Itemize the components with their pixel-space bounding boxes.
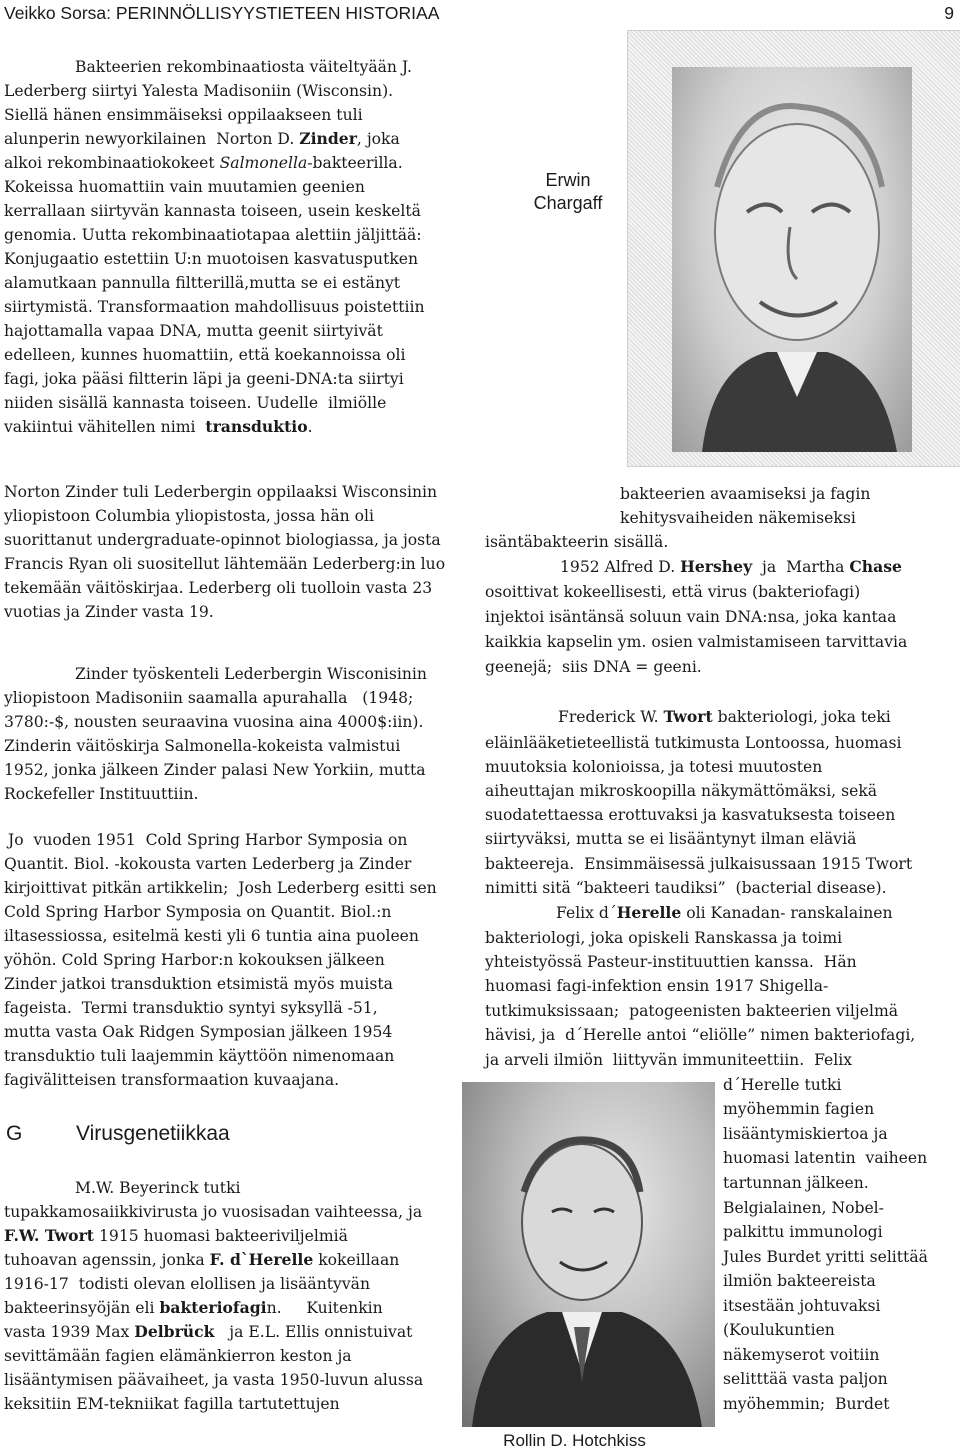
text-line: selitttää vasta paljon — [723, 1370, 888, 1388]
text-line: F.W. Twort 1915 huomasi bakteeriviljelmiä — [4, 1226, 348, 1245]
text-line: vasta 1939 Max Delbrück ja E.L. Ellis onnistuivat — [4, 1322, 413, 1341]
text-line: 1952, jonka jälkeen Zinder palasi New Yorkiin, mutta — [4, 761, 426, 779]
text-line: M.W. Beyerinck tutki — [75, 1179, 241, 1197]
text-line: Rockefeller Instituuttiin. — [4, 785, 199, 803]
text-line: Quantit. Biol. -kokousta varten Lederberg ja Zinder — [4, 855, 412, 873]
text-line: ja arveli ilmiön liittyvän immuniteettiin. Felix — [485, 1051, 853, 1069]
text-line: alkoi rekombinaatiokokeet Salmonella-bakteerilla. — [4, 154, 403, 172]
text-line: kirjoittivat pitkän artikkelin; Josh Lederberg esitti sen — [4, 879, 437, 897]
text-line: ilmiön bakteereista — [723, 1272, 876, 1290]
text-line: muutoksia kolonioissa, ja totesi muutosten — [485, 758, 823, 776]
text-line: bakteriologi, joka opiskeli Ranskassa ja toimi — [485, 929, 843, 947]
text-line: Francis Ryan oli suositellut lähtemään Lederberg:in luo — [4, 555, 446, 573]
text-line: 3780:-$, nousten seuraavina vuosina aina 4000$:iin). — [4, 713, 424, 731]
text-line: geenejä; siis DNA = geeni. — [485, 658, 702, 676]
name-herelle: Herelle — [616, 903, 682, 922]
text-line: alamutkaan pannulla filtterillä,mutta se ei estänyt — [4, 274, 401, 292]
text-line: yhteistyössä Pasteur-instituuttien kanssa. Hän — [485, 953, 857, 971]
text-line: Siellä hänen ensimmäiseksi oppilaakseen tuli — [4, 106, 363, 124]
text-line: niiden sisällä kannasta toiseen. Uudelle ilmiölle — [4, 394, 387, 412]
chargaff-photo-frame — [627, 30, 960, 467]
text-line: Konjugaatio estettiin U:n muotoisen kasvatusputken — [4, 250, 419, 268]
text-line: siirtymistä. Transformaation mahdollisuus poistettiin — [4, 298, 425, 316]
text-line: kehitysvaiheiden näkemiseksi — [620, 509, 856, 527]
text-line: bakteereja. Ensimmäisessä julkaisussaan 1915 Twort — [485, 855, 913, 873]
hotchkiss-portrait-drawing — [462, 1082, 715, 1427]
text-line: bakteerinsyöjän eli bakteriofagin. Kuitenkin — [4, 1298, 383, 1317]
text-line: Zinder työskenteli Lederbergin Wisconisinin — [75, 665, 427, 683]
text-line: Bakteerien rekombinaatiosta väiteltyään J. — [75, 58, 412, 76]
term-bakteriofagi: bakteriofagi — [159, 1298, 267, 1317]
text-line: fagi, joka pääsi filtterin läpi ja geeni-DNA:ta siirtyi — [4, 370, 404, 388]
text-line: fagivälitteisen transformaation kuvaajana. — [4, 1071, 340, 1089]
text-line: suodatettaessa erottuvaksi ja kasvatuksesta toiseen — [485, 806, 896, 824]
text-line: Zinder jatkoi transduktion etsimistä myös muista — [4, 975, 393, 993]
text-line: Jo vuoden 1951 Cold Spring Harbor Symposia on — [8, 831, 408, 849]
text-line: lisääntymiskiertoa ja — [723, 1125, 888, 1143]
hotchkiss-caption: Rollin D. Hotchkiss — [503, 1431, 646, 1450]
chargaff-caption-first: Erwin — [545, 170, 591, 190]
text-line: kerrallaan siirtyvän kannasta toiseen, usein keskeltä — [4, 202, 421, 220]
name-twort-2: Twort — [663, 707, 713, 726]
text-line: tutkimuksissaan; patogeenisten bakteerien viljelmä — [485, 1002, 899, 1020]
chargaff-portrait — [672, 67, 912, 452]
text-line: mutta vasta Oak Ridgen Symposian jälkeen 1954 — [4, 1023, 393, 1041]
text-line: yöhön. Cold Spring Harbor:n kokouksen jälkeen — [4, 951, 385, 969]
text-line: (Koulukuntien — [723, 1321, 835, 1339]
text-line: näkemyserot voitiin — [723, 1346, 880, 1364]
text-line: myöhemmin fagien — [723, 1100, 875, 1118]
text-line: vuotias ja Zinder vasta 19. — [4, 603, 214, 621]
name-twort: F.W. Twort — [4, 1226, 95, 1245]
text-line: Norton Zinder tuli Lederbergin oppilaaksi Wisconsinin — [4, 483, 438, 501]
text-line: Zinderin väitöskirja Salmonella-kokeista valmistui — [4, 737, 401, 755]
text-line: injektoi isäntänsä soluun vain DNA:nsa, joka kantaa — [485, 608, 897, 626]
name-delbruck: Delbrück — [134, 1322, 215, 1341]
text-line: Kokeissa huomattiin vain muutamien geenien — [4, 178, 365, 196]
text-line: alunperin newyorkilainen Norton D. Zinder, joka — [4, 129, 400, 148]
text-line: tartunnan jälkeen. — [723, 1174, 869, 1192]
text-line: palkittu immunologi — [723, 1223, 883, 1241]
name-zinder: Zinder — [299, 129, 357, 148]
text-line: Cold Spring Harbor Symposia on Quantit. Biol.:n — [4, 903, 392, 921]
text-line: myöhemmin; Burdet — [723, 1395, 890, 1413]
name-dherelle: F. d`Herelle — [209, 1250, 314, 1269]
text-line: yliopistoon Columbia yliopistosta, jossa hän oli — [4, 507, 375, 525]
text-line: lisääntymisen päävaiheet, ja vasta 1950-luvun alussa — [4, 1371, 424, 1389]
text-line: siirtyväksi, mutta se ei lisääntynyt ilman eläviä — [485, 830, 857, 848]
name-hershey: Hershey — [680, 557, 753, 576]
text-line: aiheuttajan mikroskoopilla näkymättömäksi, sekä — [485, 782, 878, 800]
text-line: sevittämään fagien elämänkierron keston ja — [4, 1347, 352, 1365]
text-line: fageista. Termi transduktio syntyi syksyllä -51, — [4, 999, 378, 1017]
text-line: suorittanut undergraduate-opinnot biologiassa, ja josta — [4, 531, 441, 549]
chargaff-portrait-drawing — [672, 67, 912, 452]
text-line: Belgialainen, Nobel- — [723, 1199, 884, 1217]
section-title: Virusgenetiikkaa — [76, 1122, 230, 1145]
text-line: vakiintui vähitellen nimi transduktio. — [4, 417, 313, 436]
term-transduktio: transduktio — [205, 417, 308, 436]
section-letter: G — [6, 1122, 23, 1145]
text-line: hajottamalla vapaa DNA, mutta geenit siirtyivät — [4, 322, 383, 340]
text-line: Jules Burdet yritti selittää — [723, 1248, 928, 1266]
text-line: Lederberg siirtyi Yalesta Madisoniin (Wisconsin). — [4, 82, 394, 100]
text-line: tekemään väitöskirjaa. Lederberg oli tuolloin vasta 23 — [4, 579, 433, 597]
text-line: 1952 Alfred D. Hershey ja Martha Chase — [560, 557, 902, 576]
term-salmonella: Salmonella — [219, 154, 308, 172]
text-line: eläinlääketieteellistä tutkimusta Lontoossa, huomasi — [485, 734, 902, 752]
text-line: iltasessiossa, esitelmä kesti yli 6 tuntia aina puoleen — [4, 927, 419, 945]
text-line: genomia. Uutta rekombinaatiotapaa alettiin jäljittää: — [4, 226, 422, 244]
text-line: Felix d´Herelle oli Kanadan- ranskalainen — [556, 903, 893, 922]
text-line: nimitti sitä “bakteeri taudiksi” (bacterial disease). — [485, 879, 887, 897]
text-line: tupakkamosaiikkivirusta jo vuosisadan vaihteessa, ja — [4, 1203, 423, 1221]
text-line: osoittivat kokeellisesti, että virus (bakteriofagi) — [485, 583, 861, 601]
text-line: yliopistoon Madisoniin saamalla apurahalla (1948; — [4, 689, 414, 707]
text-line: 1916-17 todisti olevan elollisen ja lisääntyvän — [4, 1275, 370, 1293]
name-chase: Chase — [849, 557, 902, 576]
text-line: keksitiin EM-tekniikat fagilla tartutettujen — [4, 1395, 340, 1413]
text-line: huomasi fagi-infektion ensin 1917 Shigella- — [485, 977, 829, 995]
text-line: kaikkia kapselin ym. osien valmistamiseen tarvittavia — [485, 633, 908, 651]
text-line: transduktio tuli laajemmin käyttöön nimenomaan — [4, 1047, 395, 1065]
text-line: huomasi latentin vaiheen — [723, 1149, 928, 1167]
text-line: hävisi, ja d´Herelle antoi “eliölle” nimen bakteriofagi, — [485, 1026, 916, 1044]
page-header — [4, 3, 954, 29]
hotchkiss-portrait — [462, 1082, 715, 1427]
text-line: isäntäbakteerin sisällä. — [485, 533, 669, 551]
text-line: edelleen, kunnes huomattiin, että koekannoissa oli — [4, 346, 406, 364]
text-line: tuhoavan agenssin, jonka F. d`Herelle kokeillaan — [4, 1250, 400, 1269]
text-line: d´Herelle tutki — [723, 1076, 842, 1094]
text-line: itsestään johtuvaksi — [723, 1297, 881, 1315]
text-line: bakteerien avaamiseksi ja fagin — [620, 485, 871, 503]
chargaff-caption-last: Chargaff — [533, 193, 603, 213]
page-number: 9 — [944, 3, 954, 23]
text-line: Frederick W. Twort bakteriologi, joka teki — [558, 707, 891, 726]
document-title: Veikko Sorsa: PERINNÖLLISYYSTIETEEN HISTORIAA — [4, 3, 440, 23]
